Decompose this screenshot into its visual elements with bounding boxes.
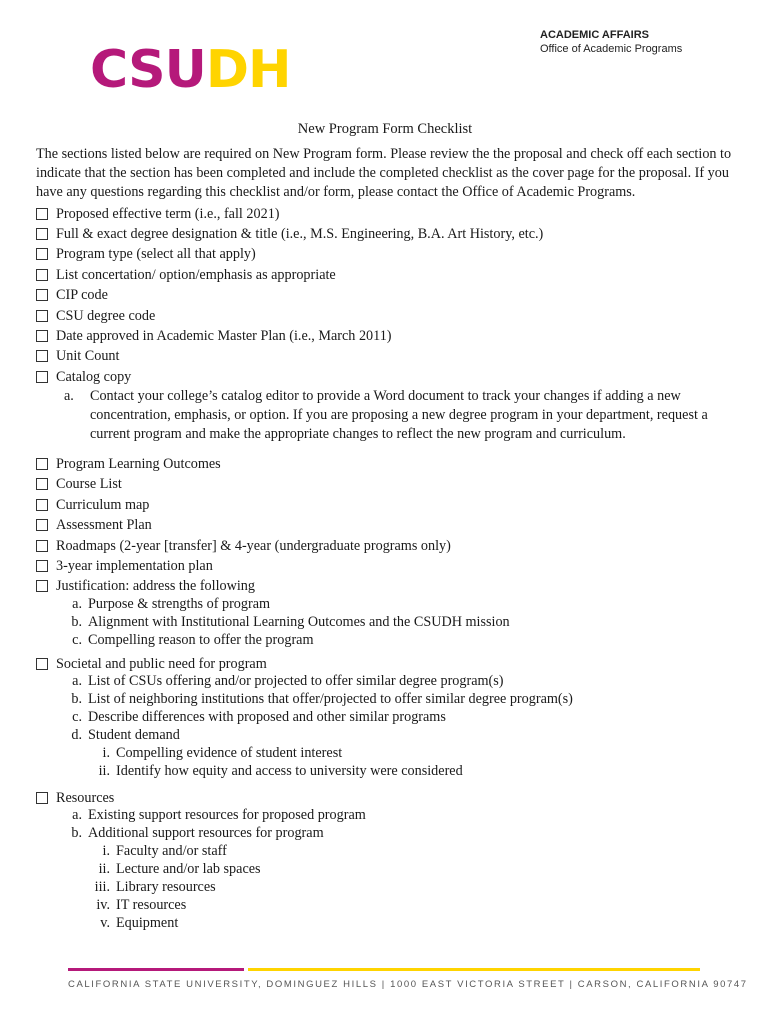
footer-rule-yellow bbox=[248, 968, 700, 971]
checklist-item-label: CSU degree code bbox=[56, 308, 156, 324]
checkbox[interactable] bbox=[36, 560, 48, 572]
checkbox[interactable] bbox=[36, 478, 48, 490]
checklist-item bbox=[36, 557, 213, 575]
checklist-item bbox=[36, 245, 256, 263]
checkbox[interactable] bbox=[36, 458, 48, 470]
checklist-item bbox=[36, 455, 221, 473]
logo-cs-text: CSU bbox=[90, 40, 206, 100]
sub-item bbox=[60, 672, 504, 690]
checklist-item-label: 3-year implementation plan bbox=[56, 558, 213, 574]
checklist-item-label: List concertation/ option/emphasis as appropriate bbox=[56, 267, 336, 283]
checklist-item bbox=[36, 347, 119, 365]
sub-item-marker: b. bbox=[71, 691, 82, 707]
sub-item-text: Describe differences with proposed and other similar programs bbox=[88, 709, 446, 725]
catalog-note-marker: a. bbox=[64, 388, 74, 404]
checklist-item bbox=[36, 516, 152, 534]
sub-item-marker: c. bbox=[72, 632, 82, 648]
checkbox[interactable] bbox=[36, 248, 48, 260]
checklist-item-label: CIP code bbox=[56, 287, 108, 303]
checklist-item bbox=[36, 496, 149, 514]
sub-sub-item bbox=[88, 878, 216, 896]
footer-rule-magenta bbox=[68, 968, 244, 971]
csudh-logo bbox=[90, 40, 291, 100]
logo-dh-text: DH bbox=[205, 40, 291, 100]
sub-item bbox=[60, 613, 510, 631]
sub-item-marker: ii. bbox=[98, 861, 110, 877]
checkbox[interactable] bbox=[36, 330, 48, 342]
department-title: ACADEMIC AFFAIRS bbox=[540, 29, 649, 41]
checklist-item bbox=[36, 286, 108, 304]
sub-sub-item bbox=[88, 914, 178, 932]
sub-item-text: Compelling evidence of student interest bbox=[116, 745, 343, 761]
checkbox[interactable] bbox=[36, 289, 48, 301]
checklist-item-label: Full & exact degree designation & title (i.e., M.S. Engineering, B.A. Art History, etc.) bbox=[56, 226, 544, 242]
department-header bbox=[540, 28, 682, 56]
sub-sub-item bbox=[88, 896, 186, 914]
checklist-item bbox=[36, 577, 255, 595]
sub-item-marker: i. bbox=[102, 843, 110, 859]
checklist-item bbox=[36, 307, 155, 325]
sub-sub-item bbox=[88, 860, 261, 878]
checkbox[interactable] bbox=[36, 519, 48, 531]
department-subtitle: Office of Academic Programs bbox=[540, 43, 683, 55]
checkbox[interactable] bbox=[36, 310, 48, 322]
sub-item-text: Lecture and/or lab spaces bbox=[116, 861, 261, 877]
sub-item-text: List of neighboring institutions that offer/projected to offer similar degree program(s) bbox=[88, 691, 573, 707]
sub-item bbox=[60, 708, 446, 726]
sub-sub-item bbox=[88, 744, 342, 762]
sub-item-text: List of CSUs offering and/or projected to offer similar degree program(s) bbox=[88, 673, 504, 689]
sub-item bbox=[60, 595, 270, 613]
checklist-item-label: Unit Count bbox=[56, 348, 120, 364]
checklist-item-label: Course List bbox=[56, 476, 122, 492]
checklist-item bbox=[36, 327, 392, 345]
sub-item bbox=[60, 690, 573, 708]
sub-item-text: Student demand bbox=[88, 727, 180, 743]
checklist-item-label: Proposed effective term (i.e., fall 2021) bbox=[56, 206, 280, 222]
sub-item-marker: c. bbox=[72, 709, 82, 725]
sub-item-marker: i. bbox=[102, 745, 110, 761]
checklist-item-label: Societal and public need for program bbox=[56, 656, 267, 672]
sub-item-marker: iv. bbox=[96, 897, 110, 913]
checklist-item bbox=[36, 205, 280, 223]
sub-item-text: Faculty and/or staff bbox=[116, 843, 227, 859]
checklist-item-label: Roadmaps (2-year [transfer] & 4-year (undergraduate programs only) bbox=[56, 538, 451, 554]
sub-item bbox=[60, 726, 180, 744]
intro-paragraph: The sections listed below are required on New Program form. Please review the the proposal and check off each section to indicate that the section has been completed and include the completed checklist as the cover page for the proposal. If you have any questions regarding this checklist and/or form, please contact the Office of Academic Programs. bbox=[36, 146, 732, 200]
sub-sub-item bbox=[88, 842, 227, 860]
sub-item-marker: a. bbox=[72, 673, 82, 689]
checklist-item bbox=[36, 655, 267, 673]
checkbox[interactable] bbox=[36, 540, 48, 552]
checklist-item bbox=[36, 266, 336, 284]
sub-item-text: Library resources bbox=[116, 879, 216, 895]
checkbox[interactable] bbox=[36, 208, 48, 220]
sub-item-text: Compelling reason to offer the program bbox=[88, 632, 314, 648]
checklist-item bbox=[36, 789, 114, 807]
sub-item-marker: iii. bbox=[94, 879, 110, 895]
checklist-item-label: Program Learning Outcomes bbox=[56, 456, 221, 472]
checkbox[interactable] bbox=[36, 499, 48, 511]
sub-item-text: Identify how equity and access to university were considered bbox=[116, 763, 463, 779]
checklist-item-label: Resources bbox=[56, 790, 115, 806]
sub-item-text: Alignment with Institutional Learning Outcomes and the CSUDH mission bbox=[88, 614, 510, 630]
sub-item-marker: b. bbox=[71, 825, 82, 841]
checklist-item-label: Curriculum map bbox=[56, 497, 150, 513]
checkbox[interactable] bbox=[36, 228, 48, 240]
checklist-item-label: Catalog copy bbox=[56, 369, 132, 385]
sub-item bbox=[60, 631, 314, 649]
sub-item-marker: v. bbox=[100, 915, 110, 931]
sub-item-text: Additional support resources for program bbox=[88, 825, 324, 841]
checklist-item-label: Assessment Plan bbox=[56, 517, 152, 533]
checkbox[interactable] bbox=[36, 350, 48, 362]
checklist-item bbox=[36, 475, 122, 493]
sub-item-text: Existing support resources for proposed program bbox=[88, 807, 366, 823]
sub-item-text: Equipment bbox=[116, 915, 179, 931]
checklist-item-label: Date approved in Academic Master Plan (i.e., March 2011) bbox=[56, 328, 392, 344]
sub-item-marker: b. bbox=[71, 614, 82, 630]
checkbox[interactable] bbox=[36, 269, 48, 281]
sub-item-text: IT resources bbox=[116, 897, 187, 913]
checkbox[interactable] bbox=[36, 792, 48, 804]
footer-address: CALIFORNIA STATE UNIVERSITY, DOMINGUEZ HILLS | 1000 EAST VICTORIA STREET | CARSON, CALIFORNIA 90747 bbox=[68, 979, 748, 990]
checklist-item bbox=[36, 368, 131, 386]
checklist-item bbox=[36, 537, 451, 555]
sub-item-marker: ii. bbox=[98, 763, 110, 779]
checklist-item-label: Justification: address the following bbox=[56, 578, 255, 594]
sub-item-marker: d. bbox=[71, 727, 82, 743]
checkbox[interactable] bbox=[36, 658, 48, 670]
document-title: New Program Form Checklist bbox=[297, 121, 473, 137]
checklist-item-label: Program type (select all that apply) bbox=[56, 246, 256, 262]
checkbox[interactable] bbox=[36, 580, 48, 592]
checkbox[interactable] bbox=[36, 371, 48, 383]
sub-item-marker: a. bbox=[72, 596, 82, 612]
sub-item-marker: a. bbox=[72, 807, 82, 823]
sub-item bbox=[60, 806, 366, 824]
sub-sub-item bbox=[88, 762, 463, 780]
checklist-item bbox=[36, 225, 543, 243]
catalog-note: Contact your college’s catalog editor to provide a Word document to track your changes if adding a new concentration, emphasis, or option. If you are proposing a new degree program in your department, request a current program and make the appropriate changes to reflect the new program and curriculum. bbox=[90, 388, 708, 442]
sub-item-text: Purpose & strengths of program bbox=[88, 596, 271, 612]
sub-item bbox=[60, 824, 324, 842]
